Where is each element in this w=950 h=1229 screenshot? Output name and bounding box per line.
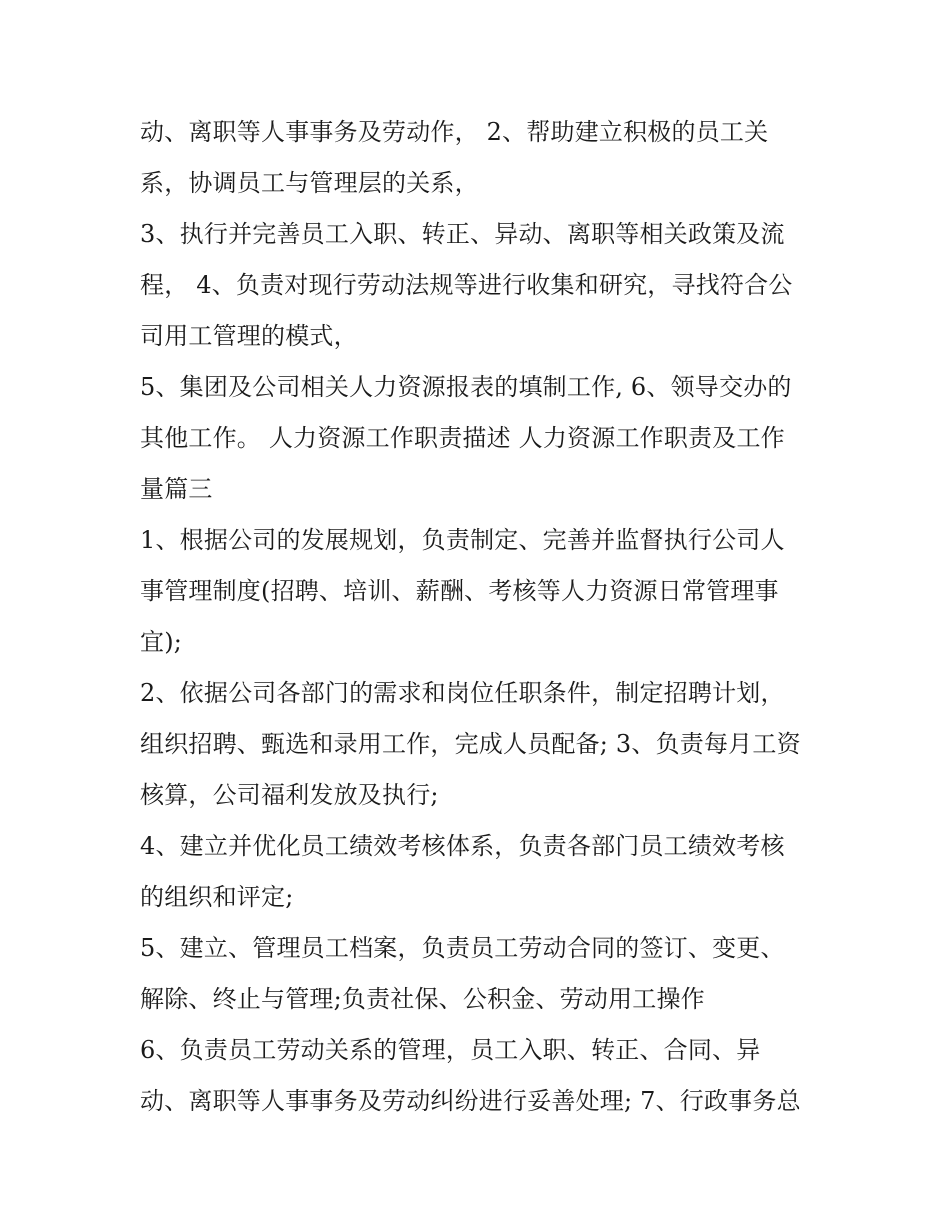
text-line: 1、根据公司的发展规划，负责制定、完善并监督执行公司人: [140, 526, 785, 554]
text-line: 动、离职等人事事务及劳动纠纷进行妥善处理; 7、行政事务总: [140, 1087, 801, 1115]
text-line: 4、建立并优化员工绩效考核体系，负责各部门员工绩效考核: [140, 832, 785, 860]
text-line: 组织招聘、甄选和录用工作，完成人员配备; 3、负责每月工资: [140, 730, 801, 758]
text-line: 3、执行并完善员工入职、转正、异动、离职等相关政策及流: [140, 220, 785, 248]
text-line: 5、集团及公司相关人力资源报表的填制工作, 6、领导交办的: [140, 373, 792, 401]
document-body: [140, 107, 830, 1127]
text-line: 动、离职等人事事务及劳动作， 2、帮助建立积极的员工关: [140, 118, 769, 146]
text-line: 解除、终止与管理;负责社保、公积金、劳动用工操作: [140, 985, 705, 1013]
text-line: 司用工管理的模式，: [140, 322, 358, 350]
text-line: 量篇三: [140, 475, 213, 503]
text-line: 核算，公司福利发放及执行;: [140, 781, 439, 809]
text-line: 宜);: [140, 628, 183, 656]
text-line: 其他工作。 人力资源工作职责描述 人力资源工作职责及工作: [140, 424, 785, 452]
text-line: 的组织和评定;: [140, 883, 294, 911]
text-line: 程， 4、负责对现行劳动法规等进行收集和研究，寻找符合公: [140, 271, 793, 299]
text-line: 6、负责员工劳动关系的管理，员工入职、转正、合同、异: [140, 1036, 761, 1064]
text-line: 事管理制度(招聘、培训、薪酬、考核等人力资源日常管理事: [140, 577, 779, 605]
text-line: 2、依据公司各部门的需求和岗位任职条件，制定招聘计划，: [140, 679, 785, 707]
text-line: 5、建立、管理员工档案，负责员工劳动合同的签订、变更、: [140, 934, 785, 962]
text-line: 系，协调员工与管理层的关系，: [140, 169, 479, 197]
